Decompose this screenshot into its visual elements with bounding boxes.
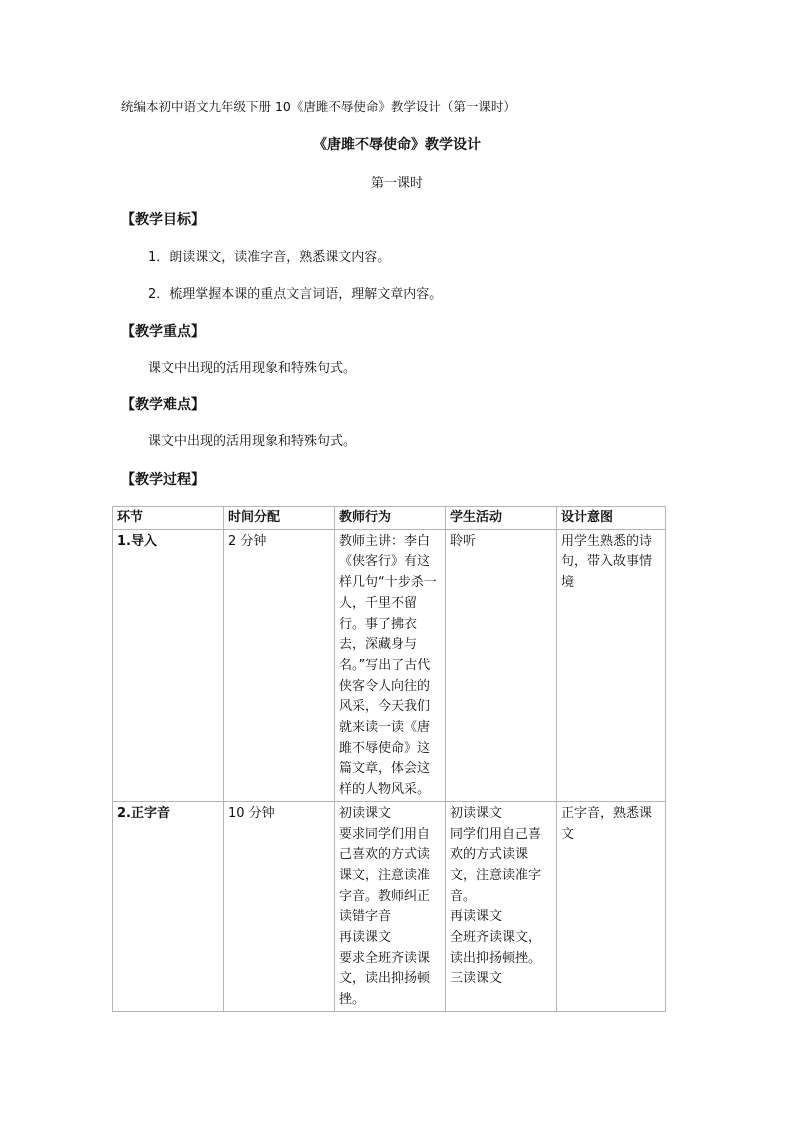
goal-item-2: 2．梳理掌握本课的重点文言词语，理解文章内容。 [148, 287, 443, 302]
column-header-student: 学生活动 [446, 507, 557, 530]
cell-time: 2 分钟 [224, 529, 335, 801]
cell-intent: 正字音，熟悉课文 [557, 801, 666, 1011]
table-row [113, 529, 666, 801]
cell-intent: 用学生熟悉的诗句，带入故事情境 [557, 529, 666, 801]
cell-teacher: 初读课文 要求同学们用自己喜欢的方式读课文，注意读准字音。教师纠正读错字音 再读课文 要求全班齐读课文，读出抑扬顿挫。 [335, 801, 446, 1011]
goal-item-1: 1．朗读课文，读准字音，熟悉课文内容。 [148, 250, 391, 265]
table-row [113, 801, 666, 1011]
cell-stage: 2.正字音 [113, 801, 224, 1011]
column-header-stage: 环节 [113, 507, 224, 530]
section-heading-key-points: 【教学重点】 [121, 324, 205, 340]
cell-stage: 1.导入 [113, 529, 224, 801]
column-header-time: 时间分配 [224, 507, 335, 530]
section-heading-process: 【教学过程】 [121, 472, 205, 488]
cell-teacher: 教师主讲：李白《侠客行》有这样几句“十步杀一人，千里不留行。事了拂衣去，深藏身与名。”写出了古代侠客令人向往的风采，今天我们就来读一读《唐雎不辱使命》这篇文章，体会这样的人物风采。 [335, 529, 446, 801]
cell-time: 10 分钟 [224, 801, 335, 1011]
page-title: 《唐雎不辱使命》教学设计 [313, 137, 481, 153]
table-header-row [113, 507, 666, 530]
column-header-teacher: 教师行为 [335, 507, 446, 530]
difficulties-text: 课文中出现的活用现象和特殊句式。 [148, 434, 357, 449]
lesson-process-table [112, 506, 666, 1012]
column-header-intent: 设计意图 [557, 507, 666, 530]
page-subtitle: 第一课时 [370, 176, 423, 191]
document-header-line: 统编本初中语文九年级下册 10《唐雎不辱使命》教学设计（第一课时） [121, 99, 516, 114]
key-points-text: 课文中出现的活用现象和特殊句式。 [148, 361, 357, 376]
cell-student: 初读课文 同学们用自己喜欢的方式读课文，注意读准字音。 再读课文 全班齐读课文，读出抑扬顿挫。 三读课文 [446, 801, 557, 1011]
section-heading-goals: 【教学目标】 [121, 212, 205, 228]
section-heading-difficulties: 【教学难点】 [121, 397, 205, 413]
cell-student: 聆听 [446, 529, 557, 801]
